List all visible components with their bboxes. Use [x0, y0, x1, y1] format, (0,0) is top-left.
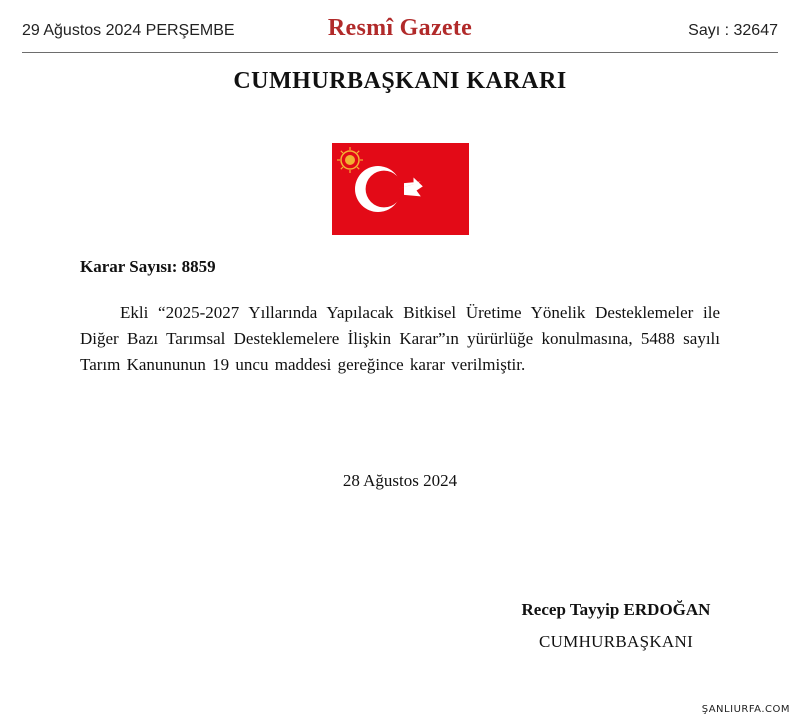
signature-name: Recep Tayyip ERDOĞAN	[521, 600, 711, 619]
decision-date: 28 Ağustos 2024	[342, 471, 458, 490]
header-date: 29 Ağustos 2024 PERŞEMBE	[22, 22, 235, 39]
issue-number: Sayı : 32647	[688, 22, 778, 39]
gazette-header	[22, 15, 778, 53]
turkish-flag-icon	[332, 143, 469, 235]
presidential-seal-icon	[337, 147, 363, 173]
decision-body	[80, 300, 720, 378]
gazette-name: Resmî Gazete	[327, 15, 473, 41]
decision-number: Karar Sayısı: 8859	[80, 257, 216, 276]
document-title: CUMHURBAŞKANI KARARI	[233, 68, 567, 94]
signature-title: CUMHURBAŞKANI	[538, 632, 694, 651]
decision-body-text: Ekli “2025-2027 Yıllarında Yapılacak Bitkisel Üretime Yönelik Desteklemeler ile Diğer Bazı Tarımsal Desteklemelere İlişkin Karar”ın yürürlüğe konulmasına, 5488 sayılı Tarım Kanununun 19 uncu maddesi gereğince karar verilmiştir.	[80, 303, 720, 374]
watermark: ŞANLIURFA.COM	[701, 704, 790, 715]
